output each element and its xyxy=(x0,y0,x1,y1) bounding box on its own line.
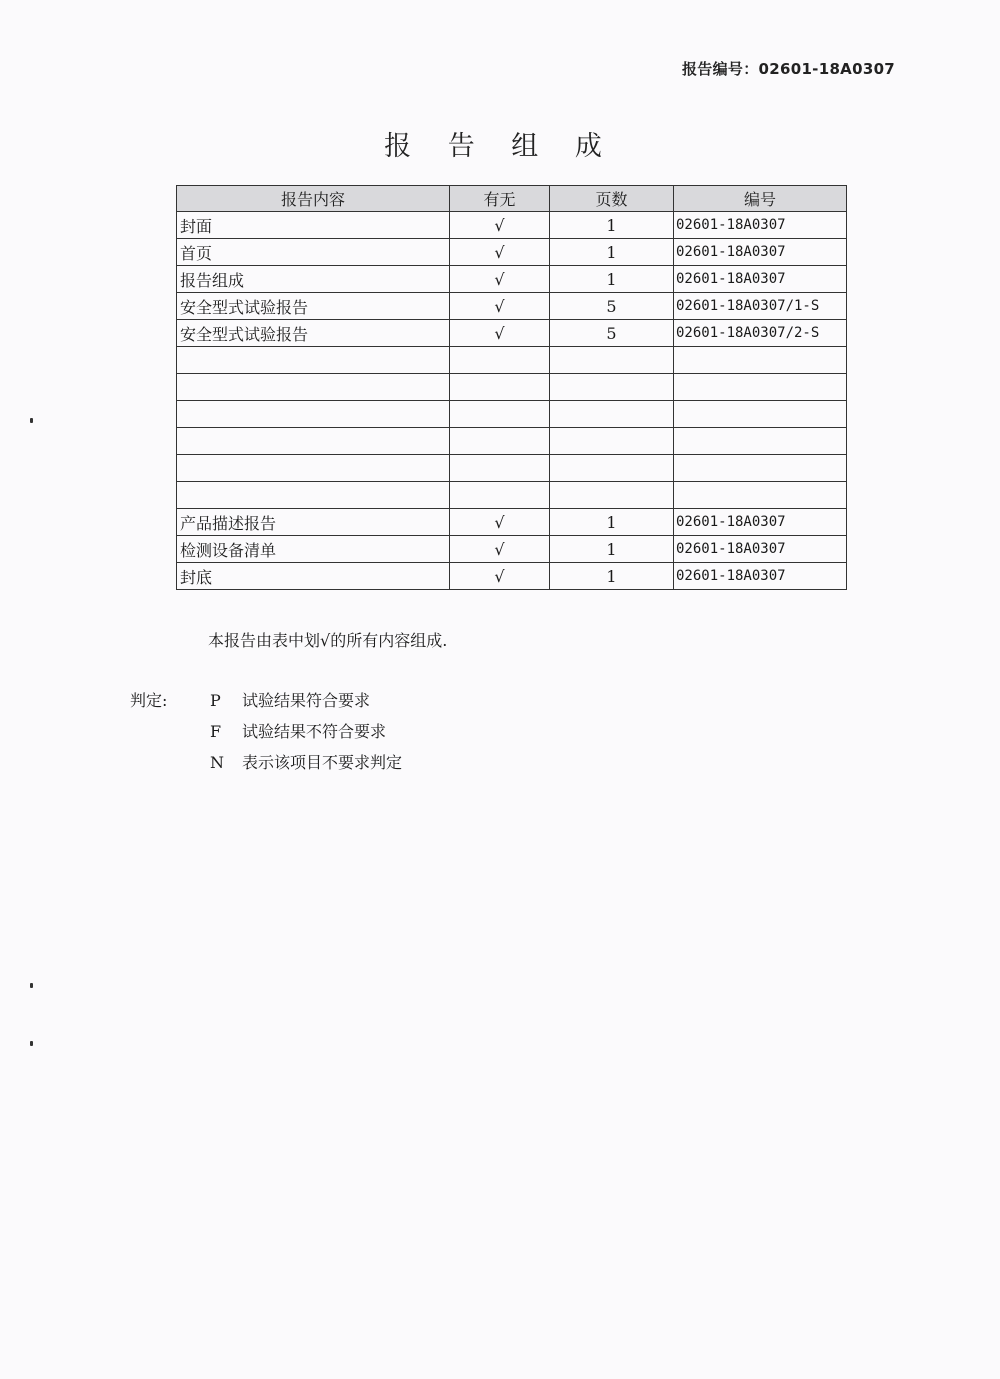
judgement-text: 试验结果符合要求 xyxy=(242,691,371,710)
table-row xyxy=(177,212,847,239)
table-row xyxy=(177,509,847,536)
cell-pages xyxy=(550,374,674,401)
table-row xyxy=(177,293,847,320)
table-row xyxy=(177,374,847,401)
cell-presence: √ xyxy=(450,509,550,536)
cell-number: 02601-18A0307/2-S xyxy=(674,320,847,347)
cell-content xyxy=(177,482,450,509)
table-row xyxy=(177,347,847,374)
cell-pages xyxy=(550,347,674,374)
cell-presence xyxy=(450,347,550,374)
cell-pages xyxy=(550,482,674,509)
cell-pages xyxy=(550,428,674,455)
judgement-code: N xyxy=(210,753,224,772)
cell-number xyxy=(674,428,847,455)
cell-number: 02601-18A0307/1-S xyxy=(674,293,847,320)
cell-presence: √ xyxy=(450,293,550,320)
table-row xyxy=(177,482,847,509)
judgement-code: F xyxy=(210,722,222,741)
binding-hole-mark xyxy=(30,983,33,988)
cell-presence: √ xyxy=(450,239,550,266)
cell-content: 安全型式试验报告 xyxy=(177,293,450,320)
table-row xyxy=(177,239,847,266)
cell-pages: 1 xyxy=(550,266,674,293)
table-header-row xyxy=(177,186,847,212)
cell-pages: 1 xyxy=(550,563,674,590)
cell-content: 产品描述报告 xyxy=(177,509,450,536)
cell-number: 02601-18A0307 xyxy=(674,563,847,590)
cell-content xyxy=(177,347,450,374)
table-row xyxy=(177,428,847,455)
cell-presence xyxy=(450,374,550,401)
cell-content: 首页 xyxy=(177,239,450,266)
cell-number xyxy=(674,347,847,374)
cell-pages: 1 xyxy=(550,239,674,266)
column-header-content: 报告内容 xyxy=(177,186,450,212)
cell-number xyxy=(674,455,847,482)
table-row xyxy=(177,401,847,428)
contents-table xyxy=(176,185,847,590)
table-body xyxy=(177,212,847,590)
cell-presence: √ xyxy=(450,536,550,563)
cell-content: 检测设备清单 xyxy=(177,536,450,563)
cell-pages xyxy=(550,401,674,428)
cell-content xyxy=(177,374,450,401)
cell-pages: 5 xyxy=(550,293,674,320)
table-row xyxy=(177,536,847,563)
cell-content xyxy=(177,455,450,482)
page-title: 报 告 组 成 xyxy=(384,131,616,162)
judgement-label: 判定: xyxy=(130,691,168,710)
cell-presence: √ xyxy=(450,266,550,293)
binding-hole-mark xyxy=(30,418,33,423)
cell-number: 02601-18A0307 xyxy=(674,212,847,239)
column-header-presence: 有无 xyxy=(450,186,550,212)
cell-number xyxy=(674,401,847,428)
column-header-pages: 页数 xyxy=(550,186,674,212)
cell-content: 安全型式试验报告 xyxy=(177,320,450,347)
judgement-item-p xyxy=(210,688,370,711)
column-header-number: 编号 xyxy=(674,186,847,212)
judgement-text: 表示该项目不要求判定 xyxy=(242,753,403,772)
cell-number xyxy=(674,482,847,509)
cell-content: 封面 xyxy=(177,212,450,239)
judgement-item-n xyxy=(210,750,402,773)
cell-presence xyxy=(450,428,550,455)
table-note: 本报告由表中划√的所有内容组成. xyxy=(208,631,448,650)
table-row xyxy=(177,563,847,590)
judgement-item-f xyxy=(210,719,386,742)
cell-content xyxy=(177,401,450,428)
cell-number: 02601-18A0307 xyxy=(674,239,847,266)
cell-presence xyxy=(450,401,550,428)
cell-content xyxy=(177,428,450,455)
report-number: 报告编号：02601-18A0307 xyxy=(682,60,896,78)
cell-content: 报告组成 xyxy=(177,266,450,293)
cell-number: 02601-18A0307 xyxy=(674,509,847,536)
cell-number xyxy=(674,374,847,401)
table-row xyxy=(177,266,847,293)
cell-pages: 1 xyxy=(550,536,674,563)
judgement-text: 试验结果不符合要求 xyxy=(242,722,387,741)
table-row xyxy=(177,455,847,482)
binding-hole-mark xyxy=(30,1041,33,1046)
cell-presence: √ xyxy=(450,563,550,590)
cell-presence xyxy=(450,482,550,509)
table-row xyxy=(177,320,847,347)
cell-pages xyxy=(550,455,674,482)
cell-pages: 5 xyxy=(550,320,674,347)
cell-pages: 1 xyxy=(550,212,674,239)
cell-presence: √ xyxy=(450,212,550,239)
cell-number: 02601-18A0307 xyxy=(674,536,847,563)
cell-presence: √ xyxy=(450,320,550,347)
cell-presence xyxy=(450,455,550,482)
cell-content: 封底 xyxy=(177,563,450,590)
cell-number: 02601-18A0307 xyxy=(674,266,847,293)
judgement-code: P xyxy=(210,691,221,710)
cell-pages: 1 xyxy=(550,509,674,536)
